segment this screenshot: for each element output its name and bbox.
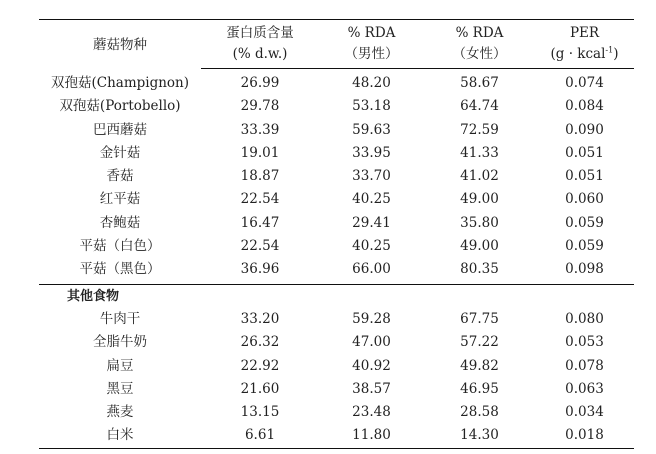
table-row <box>39 95 634 118</box>
row-rda-male: 40.92 <box>352 357 391 374</box>
row-name: 牛肉干 <box>99 310 141 327</box>
section-title: 其他食物 <box>67 288 120 304</box>
header-rda-male-line1: % RDA <box>319 20 424 45</box>
row-protein: 16.47 <box>240 214 280 231</box>
row-rda-female: 49.00 <box>460 191 499 208</box>
table-row <box>39 165 634 188</box>
table-header <box>39 20 634 69</box>
header-row-1 <box>39 20 634 45</box>
row-protein: 26.32 <box>240 334 280 351</box>
row-per: 0.074 <box>565 75 604 91</box>
header-protein-line2: (% d.w.) <box>201 44 319 69</box>
table-row <box>39 258 634 284</box>
table-row <box>39 401 634 424</box>
header-per-unit-suffix: ) <box>613 46 619 62</box>
table-row <box>39 331 634 354</box>
row-rda-female: 57.22 <box>460 334 499 351</box>
table-row <box>39 212 634 235</box>
row-protein: 19.01 <box>240 144 280 161</box>
table-row <box>39 142 634 165</box>
row-name: 双孢菇(Champignon) <box>50 74 190 91</box>
row-rda-male: 53.18 <box>352 98 391 115</box>
row-protein: 21.60 <box>240 380 280 397</box>
row-name: 全脂牛奶 <box>93 334 147 351</box>
table-row <box>39 235 634 258</box>
row-per: 0.034 <box>565 404 604 421</box>
row-rda-female: 46.95 <box>460 380 499 397</box>
row-name: 香菇 <box>106 168 134 185</box>
row-name: 扁豆 <box>106 357 134 374</box>
row-per: 0.018 <box>535 424 634 448</box>
table-row <box>39 188 634 211</box>
row-name: 黑豆 <box>106 380 134 397</box>
header-rda-female-line1: % RDA <box>424 20 535 45</box>
row-rda-female: 35.80 <box>460 214 499 231</box>
row-rda-female: 28.58 <box>460 404 499 421</box>
row-rda-female: 49.00 <box>460 238 499 255</box>
row-per: 0.059 <box>565 238 604 255</box>
table-row <box>39 424 634 448</box>
table-row <box>39 355 634 378</box>
header-per-unit-prefix: (g · kcal <box>550 46 606 62</box>
row-rda-female: 58.67 <box>460 75 499 91</box>
row-rda-male: 11.80 <box>319 424 424 448</box>
row-per: 0.060 <box>565 191 604 208</box>
header-rda-female-line2: （女性） <box>424 44 535 69</box>
table-container <box>39 19 634 449</box>
row-name: 红平菇 <box>99 191 141 208</box>
row-name: 燕麦 <box>106 404 134 421</box>
row-protein: 22.54 <box>240 191 280 208</box>
row-rda-male: 33.95 <box>352 144 391 161</box>
row-protein: 36.96 <box>201 258 319 284</box>
row-protein: 33.39 <box>240 121 280 138</box>
row-rda-male: 29.41 <box>352 214 391 231</box>
row-rda-male: 40.25 <box>352 238 391 255</box>
row-rda-male: 66.00 <box>319 258 424 284</box>
row-name: 杏鲍菇 <box>99 214 141 231</box>
row-per: 0.059 <box>565 214 604 231</box>
row-rda-male: 33.70 <box>352 168 391 185</box>
table-row <box>39 119 634 142</box>
row-rda-female: 72.59 <box>460 121 499 138</box>
row-rda-male: 23.48 <box>352 404 391 421</box>
row-per: 0.063 <box>565 380 604 397</box>
header-per-unit-exponent: -1 <box>605 45 614 55</box>
protein-table <box>39 19 634 449</box>
row-rda-female: 41.02 <box>460 168 499 185</box>
row-protein: 26.99 <box>240 75 280 91</box>
row-per: 0.053 <box>565 334 604 351</box>
table-row <box>39 308 634 331</box>
row-name: 巴西蘑菇 <box>93 121 147 138</box>
row-name: 平菇（黑色） <box>39 258 201 284</box>
row-protein: 13.15 <box>240 404 280 421</box>
header-per-line1: PER <box>535 20 634 45</box>
row-name: 金针菇 <box>99 144 141 161</box>
mushroom-rows <box>39 69 634 285</box>
row-rda-female: 64.74 <box>460 98 499 115</box>
row-protein: 22.92 <box>240 357 280 374</box>
row-per: 0.078 <box>565 357 604 374</box>
row-rda-female: 14.30 <box>424 424 535 448</box>
row-rda-male: 48.20 <box>352 75 391 91</box>
row-rda-female: 67.75 <box>460 310 499 327</box>
header-per-line2 <box>535 44 634 69</box>
row-rda-female: 49.82 <box>460 357 499 374</box>
row-rda-female: 41.33 <box>460 144 499 161</box>
row-protein: 18.87 <box>240 168 280 185</box>
row-name: 白米 <box>39 424 201 448</box>
table-row <box>39 378 634 401</box>
row-protein: 6.61 <box>201 424 319 448</box>
row-protein: 22.54 <box>240 238 280 255</box>
header-rda-male-line2: （男性） <box>319 44 424 69</box>
row-per: 0.051 <box>565 144 604 161</box>
row-name: 平菇（白色） <box>79 238 161 255</box>
table-row <box>39 69 634 96</box>
header-protein-line1: 蛋白质含量 <box>201 20 319 45</box>
row-rda-male: 38.57 <box>352 380 391 397</box>
other-food-rows <box>39 284 634 448</box>
row-per: 0.098 <box>535 258 634 284</box>
row-rda-male: 59.63 <box>352 121 391 138</box>
row-per: 0.051 <box>565 168 604 185</box>
row-per: 0.084 <box>565 98 604 115</box>
section-title-row <box>39 284 634 308</box>
row-per: 0.080 <box>565 310 604 327</box>
row-rda-male: 47.00 <box>352 334 391 351</box>
row-protein: 29.78 <box>240 98 280 115</box>
header-species: 蘑菇物种 <box>39 20 201 69</box>
row-rda-female: 80.35 <box>424 258 535 284</box>
row-protein: 33.20 <box>240 310 280 327</box>
row-rda-male: 40.25 <box>352 191 391 208</box>
row-per: 0.090 <box>565 121 604 138</box>
row-name: 双孢菇(Portobello) <box>59 98 181 115</box>
row-rda-male: 59.28 <box>352 310 391 327</box>
